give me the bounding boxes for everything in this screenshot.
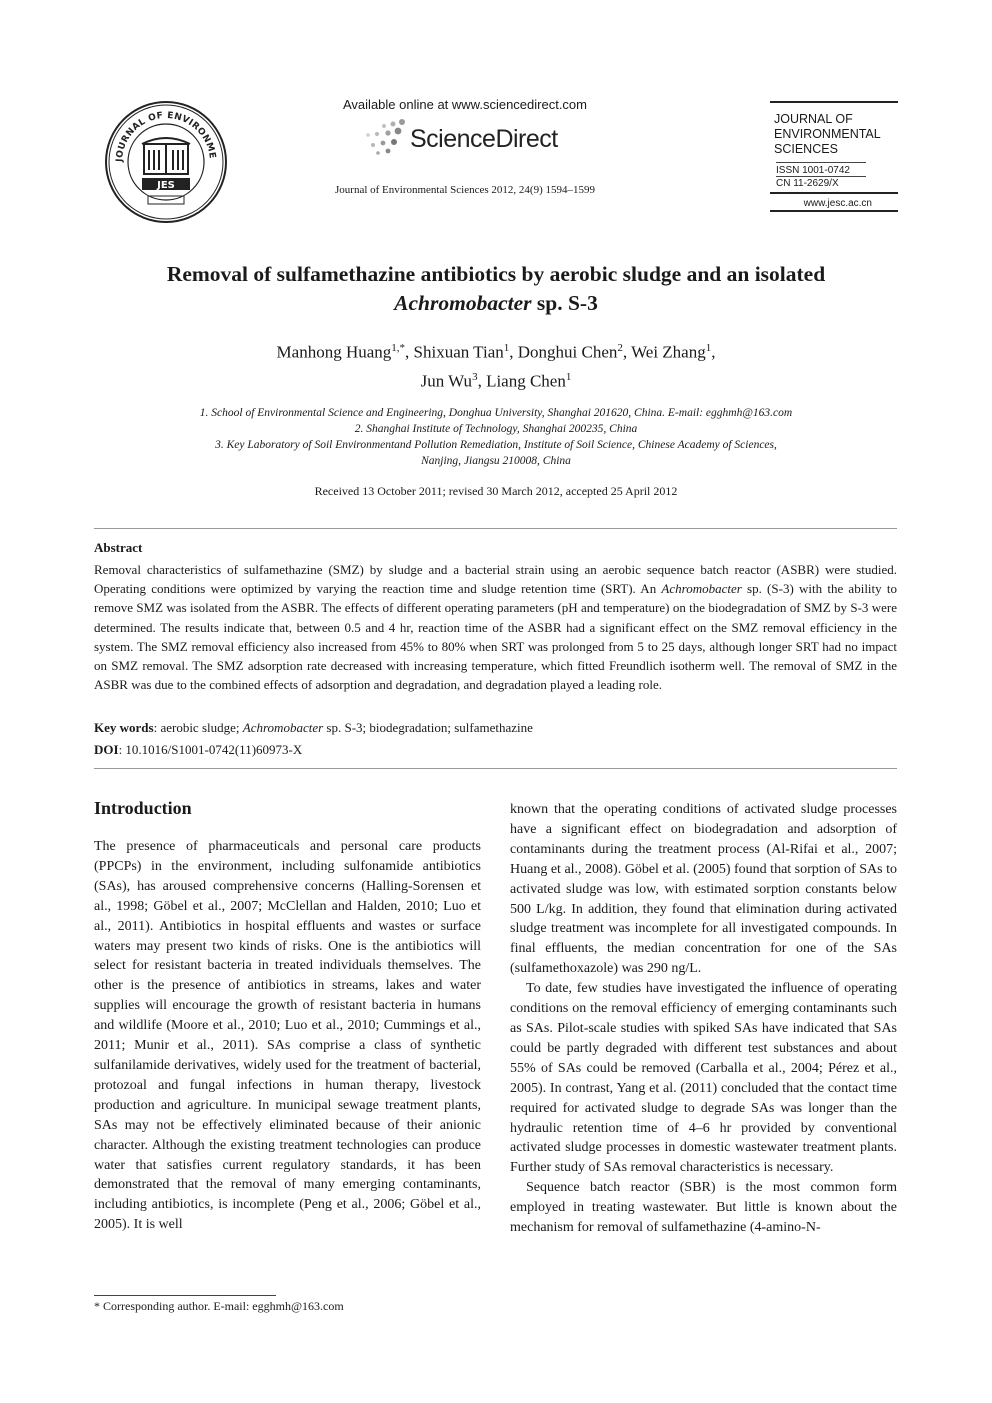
corresponding-author-footnote: * Corresponding author. E-mail: egghmh@163.com — [94, 1299, 344, 1313]
body-column-left — [94, 837, 481, 1235]
journal-issn: ISSN 1001-0742 — [776, 162, 866, 176]
article-title — [100, 260, 892, 318]
footnote-rule — [94, 1295, 276, 1296]
journal-name-line: SCIENCES — [774, 142, 838, 156]
body-paragraph: Sequence batch reactor (SBR) is the most common form employed in treating wastewater. But little is known about the mechanism for removal of sulfamethazine (4-amino-N- — [510, 1180, 897, 1236]
journal-box-rule — [770, 192, 898, 194]
author-name[interactable]: , Donghui Chen — [509, 342, 618, 362]
keywords-part: : aerobic sludge; — [153, 720, 243, 735]
doi — [94, 742, 897, 758]
sciencedirect-dots-icon — [352, 118, 407, 158]
author-affil-mark: 1 — [565, 370, 572, 383]
author-list — [100, 336, 892, 393]
journal-citation: Journal of Environmental Sciences 2012, 24(9) 1594–1599 — [335, 184, 595, 196]
section-divider — [94, 768, 897, 769]
affiliation-line: 2. Shanghai Institute of Technology, Shanghai 200235, China — [354, 423, 638, 435]
doi-label: DOI — [94, 742, 119, 757]
body-paragraph: To date, few studies have investigated the influence of operating conditions on the removal efficiency of emerging contaminants such as SAs. Pilot-scale studies with spiked SAs have indicated that SAs could be partly degraded with different test substances and about 55% of SAs could be removed (Carballa et al., 2004; Pérez et al., 2005). In contrast, Yang et al. (2011) concluded that the contact time required for activated sludge to degrade SAs was longer than the hydraulic retention time of 4–6 hr provided by conventional activated sludge processes in domestic wastewater treatment plants. Further study of SAs removal characteristics is necessary. — [510, 981, 897, 1176]
keywords-label: Key words — [94, 720, 154, 735]
author-name[interactable]: , Liang Chen — [477, 371, 566, 391]
journal-name — [774, 112, 898, 157]
keywords-genus: Achromobacter — [242, 720, 324, 735]
svg-text:JOURNAL OF ENVIRONMENTAL SCIEN: JOURNAL OF ENVIRONME — [114, 110, 217, 163]
doi-link[interactable]: : 10.1016/S1001-0742(11)60973-X — [118, 742, 303, 757]
affiliations — [100, 405, 892, 469]
body-paragraph: known that the operating conditions of activated sludge processes have a significant effect on biodegradation and adsorption of contaminants during the treatment process (Al-Rifai et al., 2007; Huang et al., 2008). Göbel et al. (2005) found that sorption of SAs to activated sludge was low, with estimated sorption constants below 500 L/kg. In addition, they found that elimination during activated sludge treatment was incomplete for all investigated compounds. In final effluents, the median concentration for one of the SAs (sulfamethoxazole) was 290 ng/L. — [510, 802, 897, 977]
author-affil-mark: 2 — [617, 342, 623, 354]
author-name[interactable]: , Shixuan Tian — [405, 342, 504, 362]
title-line-2 — [100, 289, 892, 318]
author-name[interactable]: Manhong Huang — [276, 342, 392, 362]
affiliation-line: 3. Key Laboratory of Soil Environmentand Pollution Remediation, Institute of Soil Science, Chinese Academy of Sciences, — [215, 439, 777, 451]
body-paragraph: The presence of pharmaceuticals and personal care products (PPCPs) in the environment, including sulfonamide antibiotics (SAs), has aroused comprehensive concerns (Halling-Sorensen et al., 1998; Göbel et al., 2007; McClellan and Halden, 2010; Luo et al., 2011). Antibiotics in hospital effluents and wastes or surface waters may present two kinds of risks. One is the antibiotics will select for resistant bacteria in treated individuals themselves. The other is the presence of antibiotics in streams, lakes and water supplies will encourage the growth of resistant bacteria in humans and wildlife (Moore et al., 2010; Luo et al., 2010; Cummings et al., 2011; Munir et al., 2011). SAs comprise a class of synthetic sulfanilamide derivatives, widely used for the treatment of bacterial, protozoal and fungal infections in human therapy, livestock production and agriculture. In municipal sewage treatment plants, SAs may not be effectively eliminated because of their anionic character. Although the existing treatment technologies can produce water that satisfies current regulatory standards, it has been demonstrated that the removal of many emerging contaminants, including antibiotics, is incomplete (Peng et al., 2006; Göbel et al., 2005). It is well — [94, 839, 481, 1233]
author-name[interactable]: Jun Wu — [420, 371, 473, 391]
journal-box-rule — [770, 210, 898, 212]
journal-cn: CN 11-2629/X — [776, 176, 866, 189]
available-online-link[interactable]: Available online at www.sciencedirect.com — [343, 97, 587, 112]
sciencedirect-logo[interactable] — [352, 118, 592, 158]
keywords-part: sp. S-3; biodegradation; sulfamethazine — [323, 720, 533, 735]
journal-seal-logo — [104, 100, 228, 224]
journal-url-link[interactable]: www.jesc.ac.cn — [803, 198, 872, 209]
author-affil-mark: 1 — [503, 342, 510, 354]
affiliation-line: 1. School of Environmental Science and Engineering, Donghua University, Shanghai 201620, China. E-mail: egghmh@163.com — [199, 407, 793, 419]
author-affil-mark: 3 — [472, 370, 478, 383]
journal-name-line: JOURNAL OF — [774, 112, 853, 126]
abstract-part: Removal characteristics of sulfamethazine (SMZ) by sludge and a bacterial strain using an aerobic sequence batch reactor (ASBR) were studied. Operating conditions were optimized by varying the reaction time and sludge retention time (SRT). An — [94, 562, 897, 597]
affiliation-line: Nanjing, Jiangsu 210008, China — [421, 455, 571, 467]
author-line-1 — [100, 336, 892, 365]
section-divider — [94, 528, 897, 529]
abstract-text — [94, 560, 897, 694]
author-affil-mark: 1 — [705, 342, 712, 354]
title-genus: Achromobacter — [394, 291, 532, 315]
sciencedirect-wordmark: ScienceDirect — [410, 125, 558, 153]
author-line-2 — [100, 365, 892, 394]
author-name[interactable]: , Wei Zhang — [622, 342, 706, 362]
title-species: sp. S-3 — [531, 291, 598, 315]
journal-box-rule — [770, 101, 898, 103]
abstract-heading: Abstract — [94, 540, 143, 555]
abstract-part: sp. (S-3) with the ability to remove SMZ was isolated from the ASBR. The effects of different operating parameters (pH and temperature) on the biodegradation of SMZ by S-3 were determined. The results indicate that, between 0.5 and 4 hr, reaction time of the ASBR had a significant effect on the SMZ removal efficiency in the system. The SMZ removal efficiency also increased from 45% to 80% when SRT was prolonged from 5 to 25 days, although longer SRT had no impact on SMZ removal. The SMZ adsorption rate decreased with increasing temperature, which fitted Freundlich isotherm well. The removal of SMZ in the ASBR was due to the combined effects of adsorption and degradation, and degradation played a leading role. — [94, 581, 897, 693]
author-affil-mark: 1,* — [391, 342, 406, 354]
introduction-heading: Introduction — [94, 798, 192, 818]
journal-name-line: ENVIRONMENTAL — [774, 127, 881, 141]
author-separator: , — [711, 342, 716, 362]
abstract-genus: Achromobacter — [661, 581, 742, 597]
journal-info-box — [770, 101, 898, 212]
keywords — [94, 720, 897, 736]
title-line-1: Removal of sulfamethazine antibiotics by aerobic sludge and an isolated — [166, 262, 826, 286]
received-dates: Received 13 October 2011; revised 30 March 2012, accepted 25 April 2012 — [314, 484, 678, 498]
body-column-right — [510, 800, 897, 1238]
seal-center-text: JES — [157, 180, 175, 191]
